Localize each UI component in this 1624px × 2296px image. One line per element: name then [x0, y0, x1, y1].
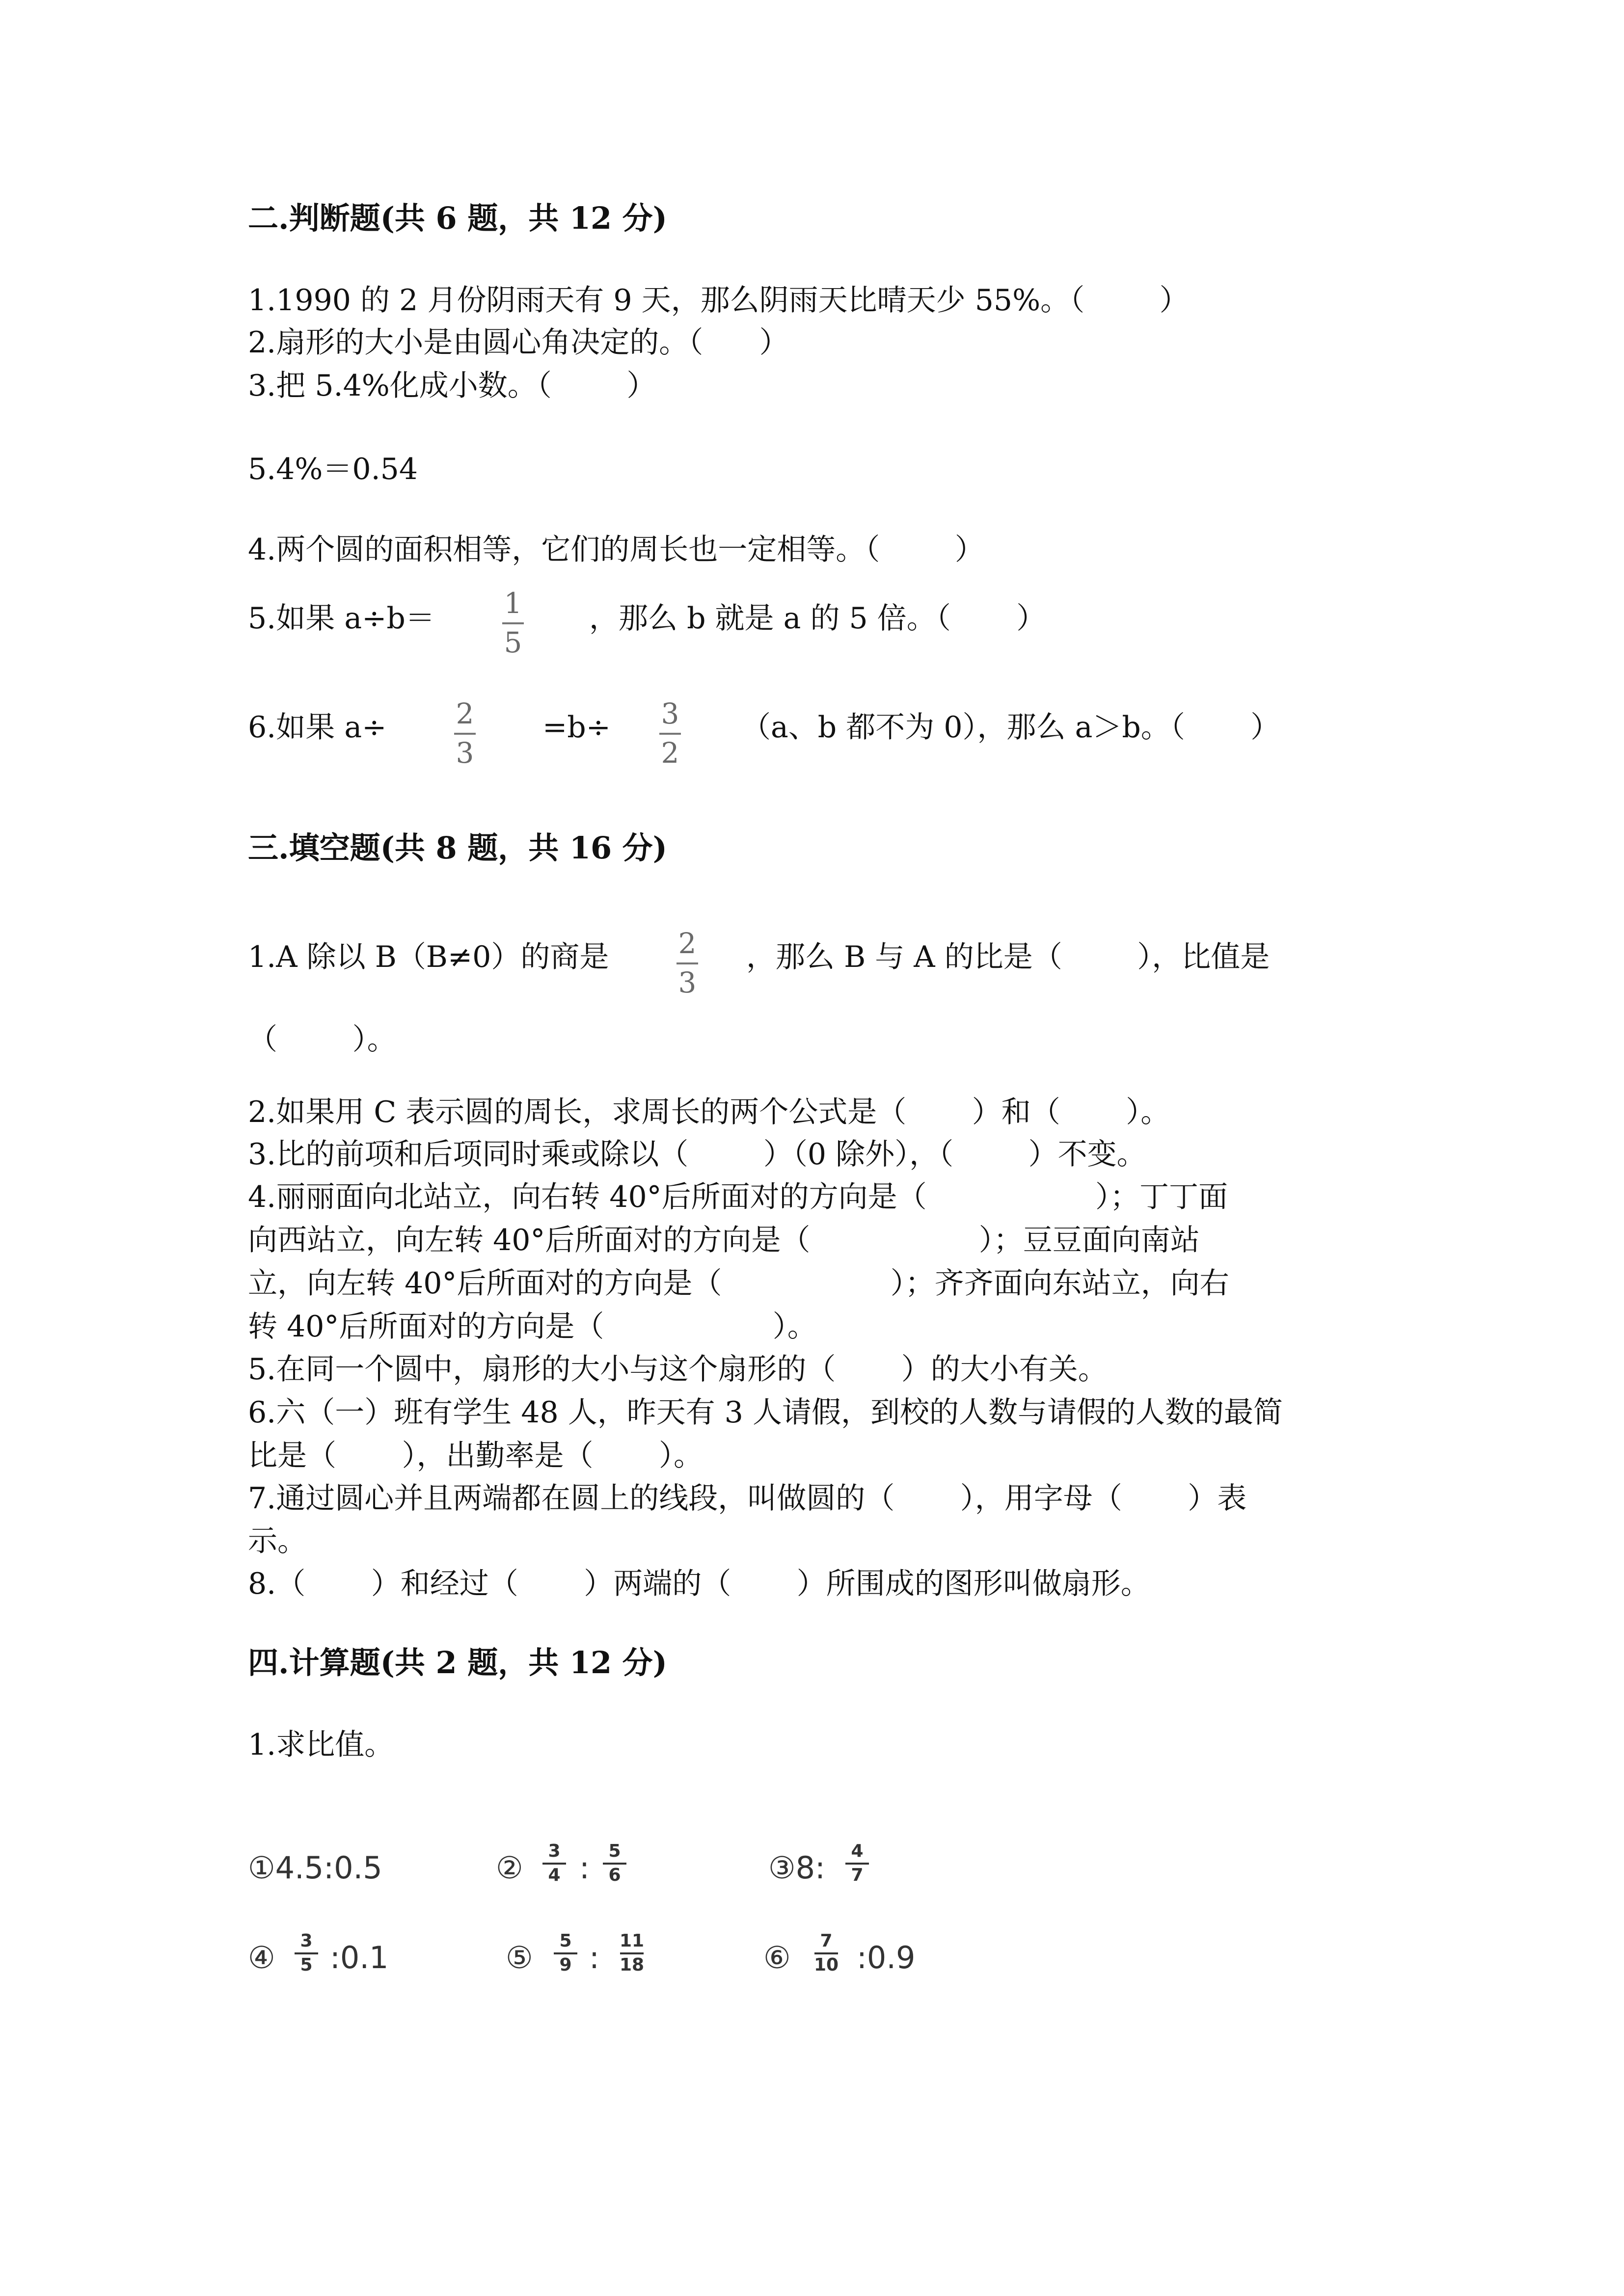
fraction-numerator: 5 [559, 1931, 572, 1951]
fill-question-4-line-2: 向西站立，向左转 40°后所面对的方向是（ ）；豆豆面向南站 [248, 1223, 1200, 1257]
ratio-item-2-label: ② [496, 1850, 523, 1886]
fraction-denominator: 2 [661, 736, 679, 770]
fill-question-7-line-1: 7.通过圆心并且两端都在圆上的线段，叫做圆的（ ），用字母（ ）表 [248, 1481, 1247, 1516]
ratio-item-2-separator: : [579, 1850, 590, 1886]
judgment-question-5-fraction [502, 589, 524, 657]
ratio-item-4-label: ④ [248, 1940, 275, 1976]
ratio-item-3-fraction [845, 1842, 869, 1884]
fraction-denominator: 5 [504, 626, 522, 659]
ratio-item-4-tail: :0.1 [330, 1940, 389, 1976]
ratio-item-2-fraction-2 [603, 1842, 626, 1884]
fraction-numerator: 4 [851, 1841, 864, 1861]
fill-question-6-line-1: 6.六（一）班有学生 48 人，昨天有 3 人请假，到校的人数与请假的人数的最简 [248, 1395, 1283, 1430]
fraction-bar [814, 1952, 838, 1954]
fraction-bar [295, 1952, 318, 1954]
judgment-question-5-suffix: ，那么 b 就是 a 的 5 倍。（ ） [589, 601, 1046, 636]
fraction-bar [603, 1863, 626, 1865]
judgment-question-4: 4.两个圆的面积相等，它们的周长也一定相等。（ ） [248, 533, 984, 567]
ratio-item-6-tail: :0.9 [857, 1940, 916, 1976]
fill-question-3: 3.比的前项和后项同时乘或除以（ ）（0 除外），（ ）不变。 [248, 1137, 1146, 1172]
judgment-question-6-suffix: （a、b 都不为 0），那么 a＞b。（ ） [741, 710, 1280, 745]
fraction-numerator: 2 [678, 927, 697, 960]
fraction-bar [554, 1952, 577, 1954]
fill-question-4-line-1: 4.丽丽面向北站立，向右转 40°后所面对的方向是（ ）；丁丁面 [248, 1180, 1228, 1214]
calc-question-1: 1.求比值。 [248, 1728, 394, 1762]
fraction-numerator: 3 [661, 697, 679, 730]
fraction-denominator: 6 [608, 1865, 621, 1885]
ratio-item-6-fraction [814, 1932, 839, 1974]
judgment-question-6-middle: =b÷ [542, 710, 611, 745]
fraction-denominator: 10 [814, 1955, 839, 1975]
fill-question-7-line-2: 示。 [248, 1524, 307, 1558]
fraction-bar [620, 1952, 644, 1954]
fraction-numerator: 5 [608, 1841, 621, 1861]
ratio-item-1: ①4.5:0.5 [248, 1850, 382, 1886]
fraction-denominator: 7 [851, 1865, 864, 1885]
fill-question-1-continuation: （ ）。 [248, 1022, 397, 1057]
fraction-numerator: 1 [504, 587, 522, 620]
fill-question-5: 5.在同一个圆中，扇形的大小与这个扇形的（ ）的大小有关。 [248, 1352, 1108, 1387]
fraction-numerator: 3 [300, 1931, 313, 1951]
fraction-numerator: 11 [620, 1931, 645, 1951]
ratio-item-3-label: ③8: [768, 1850, 825, 1886]
section-heading-calculation: 四.计算题(共 2 题，共 12 分) [248, 1645, 668, 1681]
fill-question-1-prefix: 1.A 除以 B（B≠0）的商是 [248, 940, 609, 974]
fill-question-6-line-2: 比是（ ），出勤率是（ ）。 [248, 1439, 704, 1473]
section-heading-judgment: 二.判断题(共 6 题，共 12 分) [248, 200, 668, 236]
fill-question-2: 2.如果用 C 表示圆的周长，求周长的两个公式是（ ）和（ ）。 [248, 1095, 1170, 1129]
fill-question-8: 8.（ ）和经过（ ）两端的（ ）所围成的图形叫做扇形。 [248, 1567, 1150, 1601]
fraction-denominator: 5 [300, 1955, 313, 1975]
ratio-item-6-label: ⑥ [763, 1940, 791, 1976]
fraction-numerator: 2 [456, 697, 474, 730]
fraction-denominator: 9 [559, 1955, 572, 1975]
fraction-denominator: 4 [548, 1865, 561, 1885]
fraction-numerator: 3 [548, 1841, 561, 1861]
ratio-item-2-fraction-1 [542, 1842, 566, 1884]
fraction-bar [677, 962, 698, 964]
judgment-question-2: 2.扇形的大小是由圆心角决定的。（ ） [248, 325, 789, 360]
ratio-item-5-label: ⑤ [506, 1940, 533, 1976]
judgment-question-6-fraction-2 [659, 697, 681, 770]
section-heading-fill-in: 三.填空题(共 8 题，共 16 分) [248, 830, 668, 866]
judgment-question-3: 3.把 5.4%化成小数。（ ） [248, 369, 656, 403]
fraction-bar [502, 622, 524, 624]
fill-question-4-line-4: 转 40°后所面对的方向是（ ）。 [248, 1309, 817, 1344]
ratio-item-4-fraction [295, 1932, 318, 1974]
fraction-numerator: 7 [820, 1931, 833, 1951]
judgment-question-6-fraction-1 [454, 697, 476, 770]
fraction-bar [542, 1863, 566, 1865]
fraction-bar [845, 1863, 869, 1865]
ratio-item-5-fraction-1 [554, 1932, 577, 1974]
fraction-denominator: 3 [678, 966, 697, 999]
ratio-item-5-separator: : [589, 1940, 599, 1976]
judgment-question-5-prefix: 5.如果 a÷b＝ [248, 601, 435, 636]
fill-question-1-suffix: ，那么 B 与 A 的比是（ ），比值是 [746, 940, 1270, 974]
fill-question-1-fraction [677, 929, 698, 997]
ratio-item-5-fraction-2 [620, 1932, 644, 1974]
judgment-question-1: 1.1990 的 2 月份阴雨天有 9 天，那么阴雨天比晴天少 55%。（ ） [248, 283, 1189, 318]
judgment-question-3-answer: 5.4%＝0.54 [248, 452, 418, 486]
judgment-question-6-prefix: 6.如果 a÷ [248, 710, 387, 745]
fraction-denominator: 18 [620, 1955, 645, 1975]
fill-question-4-line-3: 立，向左转 40°后所面对的方向是（ ）；齐齐面向东站立，向右 [248, 1266, 1229, 1301]
fraction-bar [454, 733, 476, 735]
fraction-denominator: 3 [456, 736, 474, 770]
fraction-bar [659, 733, 681, 735]
